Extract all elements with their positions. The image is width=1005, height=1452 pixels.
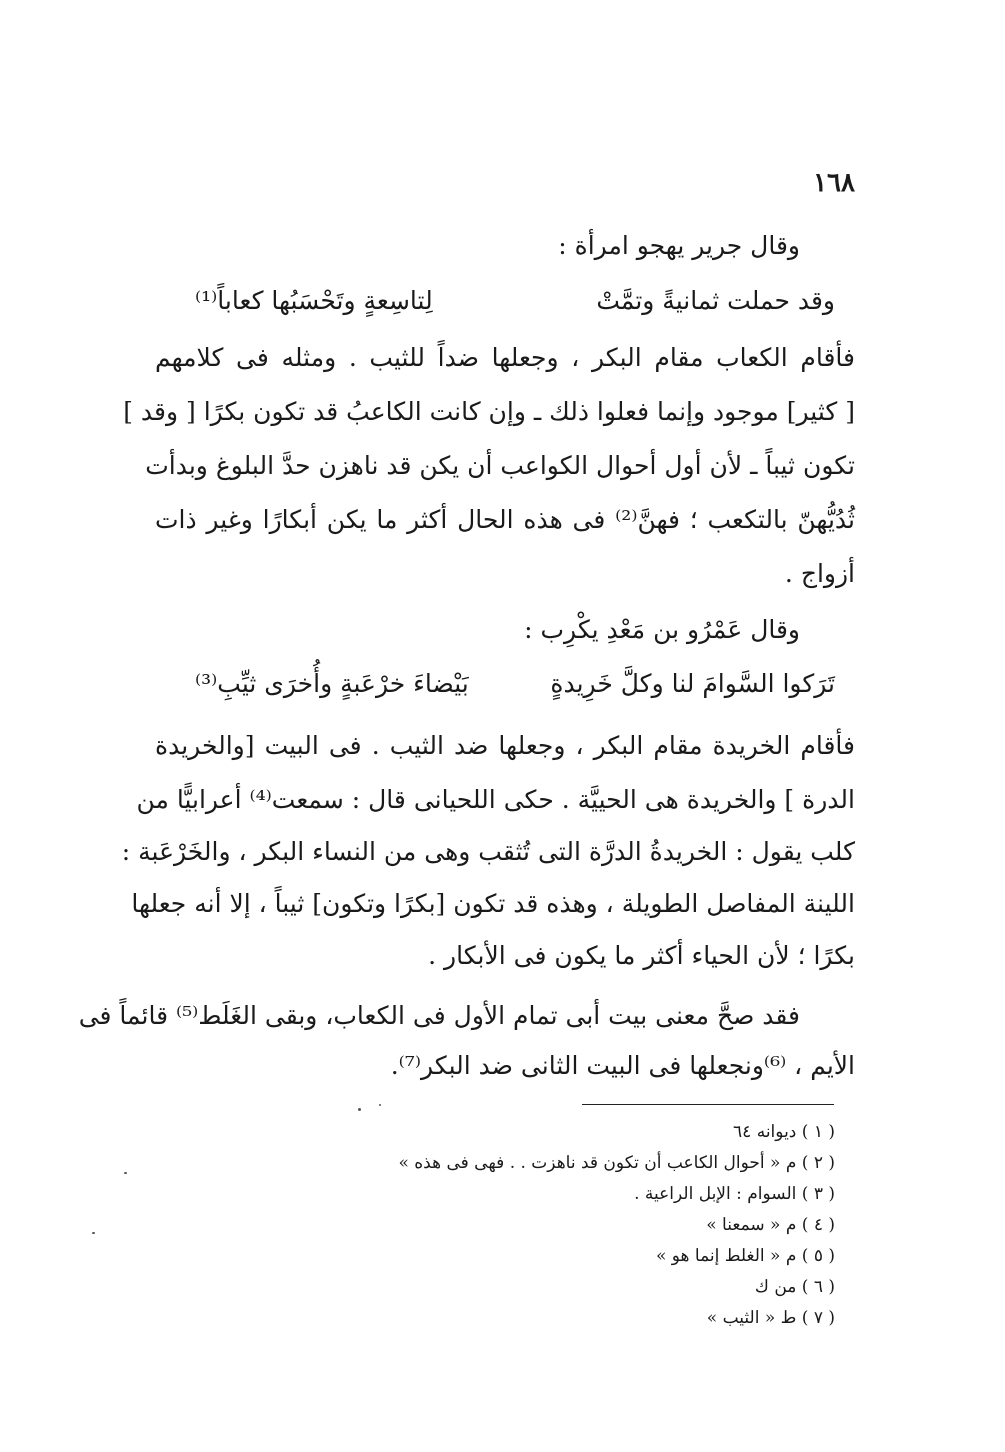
verse-line [195,283,835,319]
footnote: ( ٣ ) السوام : الإبل الراعية . [634,1184,835,1204]
scan-speck [92,1232,95,1234]
text-line: فأقام الخريدة مقام البكر ، وجعلها ضد الثيب . فى البيت [والخريدة [155,731,855,760]
text-line: الدرة ] والخريدة هى الحييَّة . حكى اللحيانى قال : سمعت⁽⁴⁾ أعرابيًّا من [136,785,855,814]
verse-hemistich-first: تَرَكوا السَّوامَ لنا وكلَّ خَرِيدةٍ [550,669,835,698]
text-line: ثُدُيُّهنّ بالتكعب ؛ فهنَّ⁽²⁾ فى هذه الحال أكثر ما يكن أبكارًا وغير ذات [155,505,855,534]
footnote: ( ٧ ) ط « الثيب » [706,1308,835,1328]
text-line: وقال عَمْرُو بن مَعْدِ يكْرِب : [524,615,800,644]
scan-speck [379,1104,381,1106]
text-line: بكرًا ؛ لأن الحياء أكثر ما يكون فى الأبكار . [428,941,855,970]
text-line: أزواج . [784,559,855,588]
text-line: [ كثير] موجود وإنما فعلوا ذلك ـ وإن كانت الكاعبُ قد تكون بكرًا [ وقد ] [123,397,855,426]
footnote: ( ١ ) ديوانه ٦٤ [733,1122,835,1142]
footnote: ( ٢ ) م « أحوال الكاعب أن تكون قد ناهزت . . فهى فى هذه » [398,1153,835,1173]
verse-hemistich-second: لِتاسِعةٍ وتَحْسَبُها كعاباً⁽¹⁾ [195,286,433,315]
footnote-separator [582,1104,834,1105]
text-line: كلب يقول : الخريدةُ الدرَّة التى تُثقب وهى من النساء البكر ، والخَرْعَبة : [121,837,855,866]
verse-hemistich-first: وقد حملت ثمانيةً وتمَّتْ [596,286,835,315]
text-line: فأقام الكعاب مقام البكر ، وجعلها ضداً للثيب . ومثله فى كلامهم [155,343,855,372]
verse-hemistich-second: بَيْضاءَ خرْعَبةٍ وأُخرَى ثيِّبِ⁽³⁾ [195,669,469,698]
scan-speck [124,1172,127,1174]
footnote: ( ٦ ) من ك [754,1277,835,1297]
footnote: ( ٤ ) م « سمعنا » [706,1215,835,1235]
page-number: ١٦٨ [813,168,855,198]
text-line: الأيم ، ⁽⁶⁾ونجعلها فى البيت الثانى ضد البكر⁽⁷⁾. [390,1051,855,1080]
text-line: وقال جرير يهجو امرأة : [558,231,800,260]
text-line: اللينة المفاصل الطويلة ، وهذه قد تكون [بكرًا وتكون] ثيباً ، إلا أنه جعلها [131,889,855,918]
text-line: تكون ثيباً ـ لأن أول أحوال الكواعب أن يكن قد ناهزن حدَّ البلوغ وبدأت [145,451,855,480]
scan-speck [358,1108,361,1111]
verse-line [195,666,835,702]
footnote: ( ٥ ) م « الغلط إنما هو » [655,1246,835,1266]
text-line: فقد صحَّ معنى بيت أبى تمام الأول فى الكعاب، وبقى الغَلَط⁽⁵⁾ قائماً فى [78,1001,800,1030]
